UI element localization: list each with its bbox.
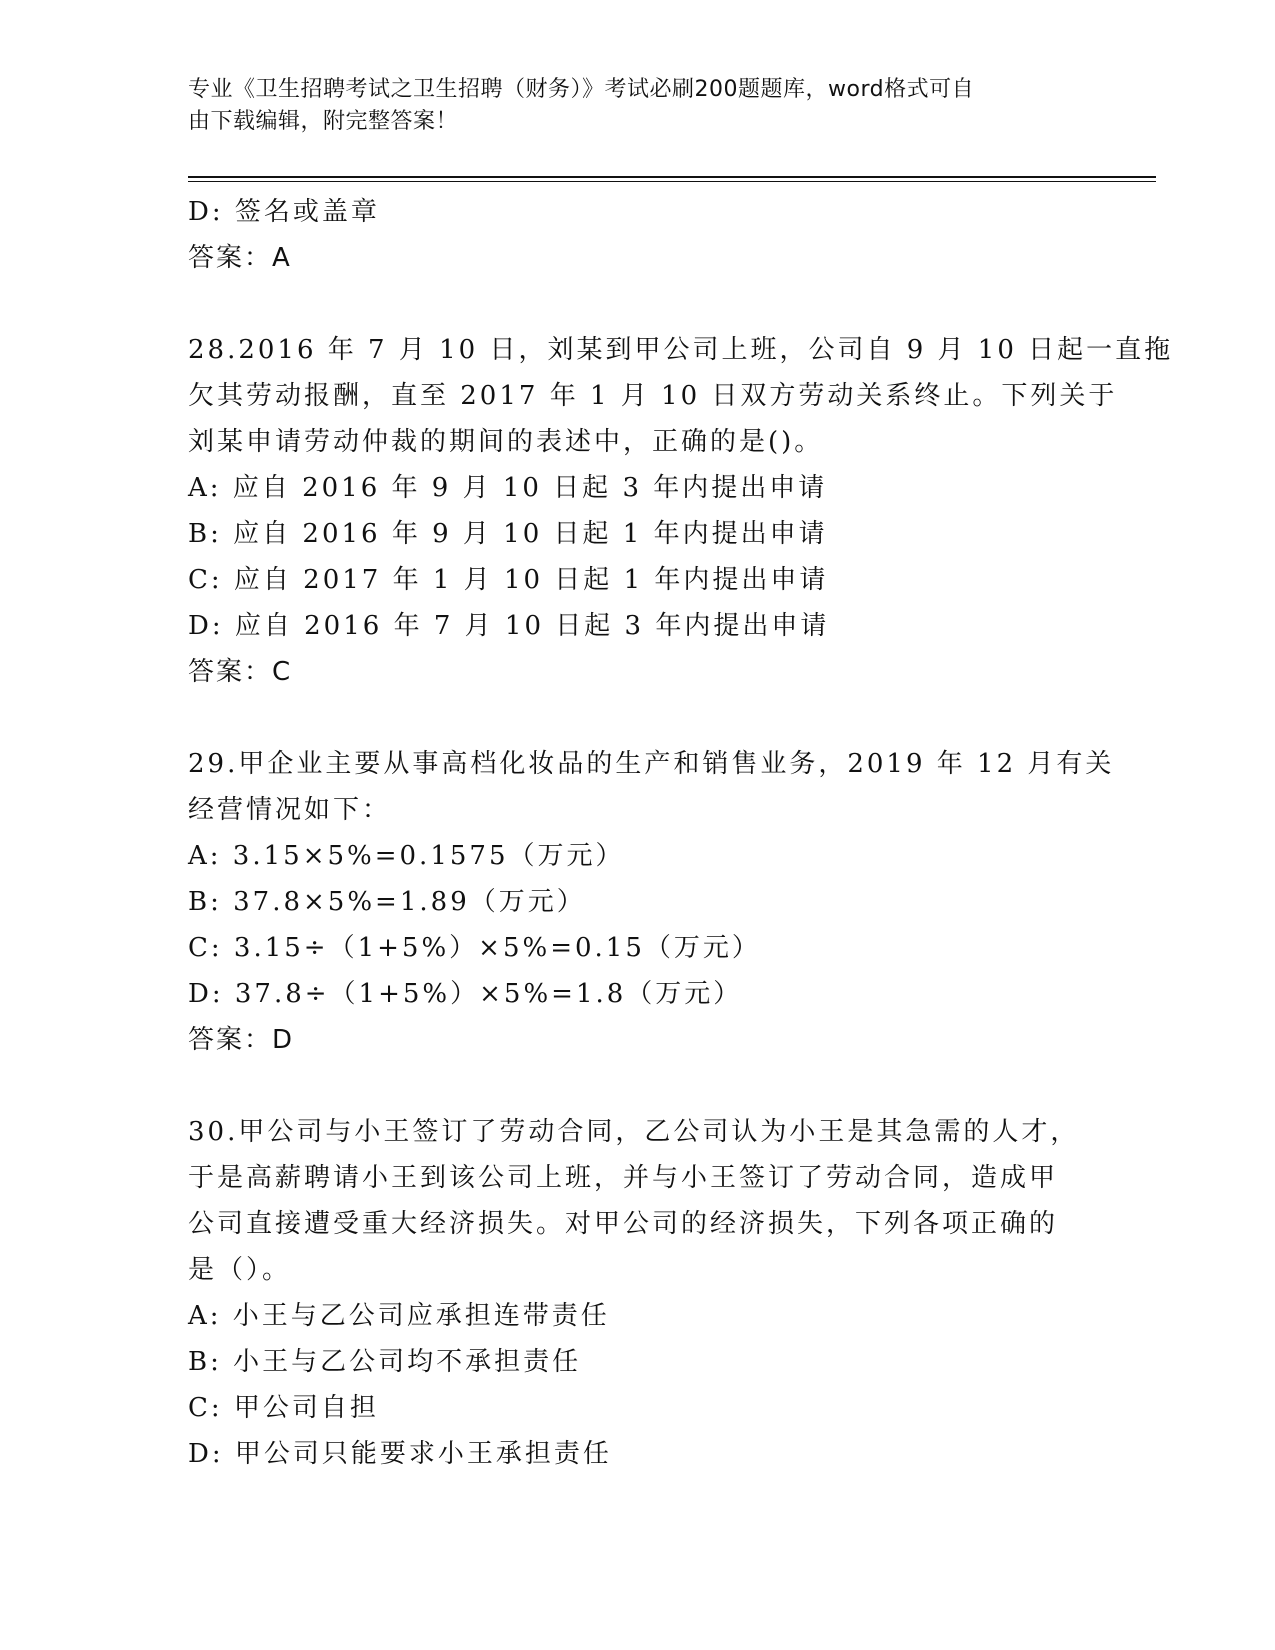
option-c: C: 应自 2017 年 1 月 10 日起 1 年内提出申请 <box>188 565 829 595</box>
question-stem-line: 欠其劳动报酬，直至 2017 年 1 月 10 日双方劳动关系终止。下列关于 <box>188 381 1118 411</box>
option-b: B: 37.8×5%=1.89（万元） <box>188 887 586 917</box>
header-title-line-1: 专业《卫生招聘考试之卫生招聘（财务）》考试必刷200题题库，word格式可自 <box>188 77 975 102</box>
option-d: D: 应自 2016 年 7 月 10 日起 3 年内提出申请 <box>188 611 830 641</box>
question-content <box>188 189 1174 1477</box>
option-b: B: 小王与乙公司均不承担责任 <box>188 1347 582 1377</box>
question-stem-line: 29.甲企业主要从事高档化妆品的生产和销售业务，2019 年 12 月有关 <box>188 749 1115 779</box>
option-d: D: 签名或盖章 <box>188 197 380 227</box>
question-stem-line: 刘某申请劳动仲裁的期间的表述中，正确的是()。 <box>188 427 824 457</box>
answer-line: 答案：C <box>188 657 293 687</box>
option-c: C: 甲公司自担 <box>188 1393 379 1423</box>
spacer <box>188 1063 1088 1109</box>
spacer <box>188 281 1088 327</box>
question-stem-line: 30.甲公司与小王签订了劳动合同，乙公司认为小王是其急需的人才， <box>188 1117 1080 1147</box>
question-stem-line: 公司直接遭受重大经济损失。对甲公司的经济损失，下列各项正确的 <box>188 1209 1059 1239</box>
option-a: A: 3.15×5%=0.1575（万元） <box>188 841 625 871</box>
option-a: A: 应自 2016 年 9 月 10 日起 3 年内提出申请 <box>188 473 828 503</box>
question-28 <box>188 327 1174 695</box>
option-a: A: 小王与乙公司应承担连带责任 <box>188 1301 610 1331</box>
question-stem-line: 经营情况如下： <box>188 795 392 825</box>
option-d: D: 甲公司只能要求小王承担责任 <box>188 1439 612 1469</box>
question-27-tail <box>188 189 1088 281</box>
header-divider-thin <box>188 181 1156 182</box>
option-b: B: 应自 2016 年 9 月 10 日起 1 年内提出申请 <box>188 519 828 549</box>
question-stem-line: 于是高薪聘请小王到该公司上班，并与小王签订了劳动合同，造成甲 <box>188 1163 1059 1193</box>
option-d: D: 37.8÷（1+5%）×5%=1.8（万元） <box>188 979 743 1009</box>
answer-line: 答案：D <box>188 1025 295 1055</box>
question-29 <box>188 741 1115 1063</box>
header-title-line-2: 由下载编辑，附完整答案！ <box>188 109 459 134</box>
header-divider-thick <box>188 176 1156 178</box>
answer-line: 答案：A <box>188 243 292 273</box>
question-stem-line: 是（）。 <box>188 1255 292 1285</box>
question-stem-line: 28.2016 年 7 月 10 日，刘某到甲公司上班，公司自 9 月 10 日起一直拖 <box>188 335 1174 365</box>
question-30 <box>188 1109 1088 1477</box>
option-c: C: 3.15÷（1+5%）×5%=0.15（万元） <box>188 933 761 963</box>
document-header <box>188 74 1088 138</box>
spacer <box>188 695 1088 741</box>
